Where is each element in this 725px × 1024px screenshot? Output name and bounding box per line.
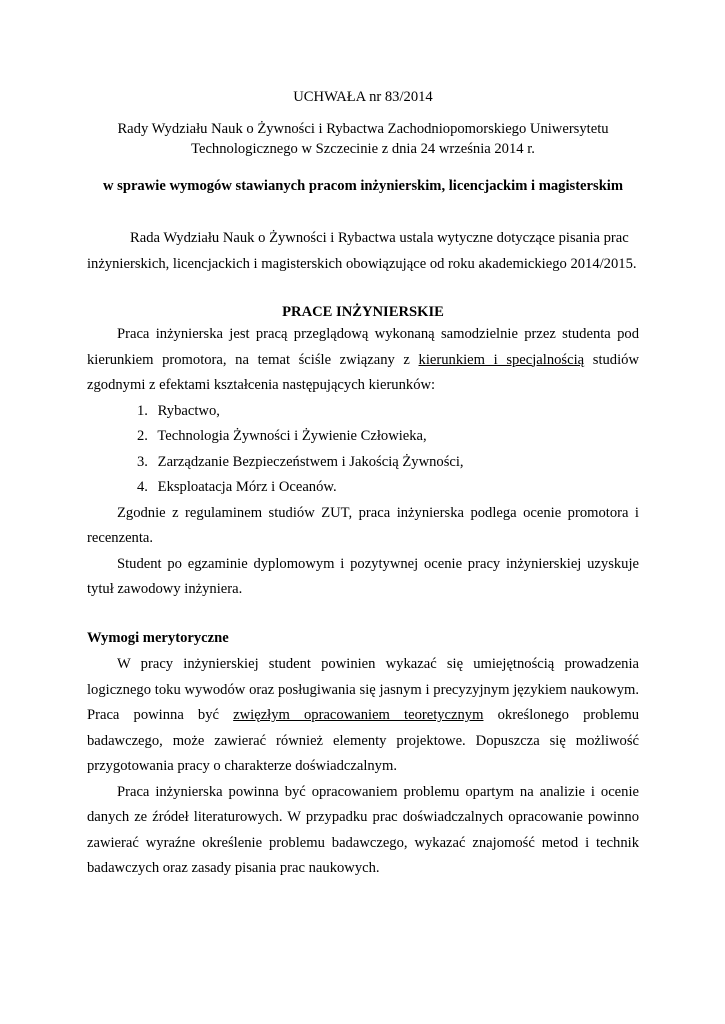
list-item-number: 1.	[137, 402, 148, 419]
council-line	[87, 119, 639, 159]
list-item-text: Zarządzanie Bezpieczeństwem i Jakością Żywności,	[157, 453, 464, 470]
requirements-section	[87, 628, 639, 882]
requirements-para-1b-text-b: określonego problemu badawczego, może zawierać również elementy projektowe. Dopuszcza się możliwość przygotowania pracy o charakterze doświadczalnym.	[87, 707, 639, 774]
council-line-1: Rady Wydziału Nauk o Żywności i Rybactwa Zachodniopomorskiego Uniwersytetu	[117, 121, 609, 137]
resolution-title: UCHWAŁA nr 83/2014	[293, 89, 433, 105]
list-item-number: 2.	[137, 428, 148, 444]
engineering-section	[87, 322, 639, 603]
intro-line-2: inżynierskich, licencjackich i magisterskich obowiązujące od roku akademickiego 2014/2015.	[87, 255, 637, 272]
engineering-para-1	[87, 322, 639, 399]
list-item	[87, 475, 639, 501]
list-item-number: 4.	[137, 479, 148, 495]
list-item-text: Eksploatacja Mórz i Oceanów.	[157, 479, 337, 495]
list-item	[87, 399, 639, 425]
engineering-para-1-text-a: Praca inżynierska jest pracą przeglądową wykonaną samodzielnie przez studenta pod kierunkiem promotora, na temat ściśle związany z	[87, 326, 639, 368]
list-item-text: Rybactwo,	[157, 402, 220, 419]
list-item	[87, 450, 639, 476]
intro-line-1: Rada Wydziału Nauk o Żywności i Rybactwa ustala wytyczne dotyczące pisania prac	[130, 230, 629, 246]
council-line-2: Technologicznego w Szczecinie z dnia 24 września 2014 r.	[191, 141, 535, 157]
list-item	[87, 424, 639, 450]
resolution-subject: w sprawie wymogów stawianych pracom inżynierskim, licencjackim i magisterskim	[102, 178, 624, 194]
intro-paragraph	[87, 226, 639, 277]
engineering-para-2: Zgodnie z regulaminem studiów ZUT, praca inżynierska podlega ocenie promotora i recenzenta.	[87, 504, 639, 546]
requirements-para-1	[87, 652, 639, 780]
section-heading-requirements: Wymogi merytoryczne	[87, 630, 229, 646]
engineering-para-1-underlined: kierunkiem i specjalnością	[418, 351, 585, 368]
list-item-number: 3.	[137, 453, 148, 470]
list-item-text: Technologia Żywności i Żywienie Człowieka,	[157, 428, 427, 444]
requirements-para-1b-underlined: zwięzłym opracowaniem teoretycznym	[233, 707, 484, 723]
fields-of-study-list	[87, 399, 639, 501]
section-heading-engineering: PRACE INŻYNIERSKIE	[282, 304, 444, 320]
requirements-para-1-text: W pracy inżynierskiej student powinien wykazać się umiejętnością prowadzenia logicznego toku wywodów oraz posługiwania się jasnym i precyzyjnym językiem naukowym.	[87, 656, 639, 698]
requirements-para-1b-text-a: Praca powinna być	[87, 707, 234, 723]
engineering-para-1-text-b: studiów zgodnymi z efektami kształcenia następujących kierunków:	[87, 351, 639, 393]
engineering-para-3: Student po egzaminie dyplomowym i pozytywnej ocenie pracy inżynierskiej uzyskuje tytuł zawodowy inżyniera.	[87, 555, 639, 597]
requirements-para-2: Praca inżynierska powinna być opracowaniem problemu opartym na analizie i ocenie danych ze źródeł literaturowych. W przypadku prac doświadczalnych opracowanie powinno zawierać wyraźne określenie problemu badawczego, wykazać znajomość metod i technik badawczych oraz zasady pisania prac naukowych.	[87, 783, 639, 876]
